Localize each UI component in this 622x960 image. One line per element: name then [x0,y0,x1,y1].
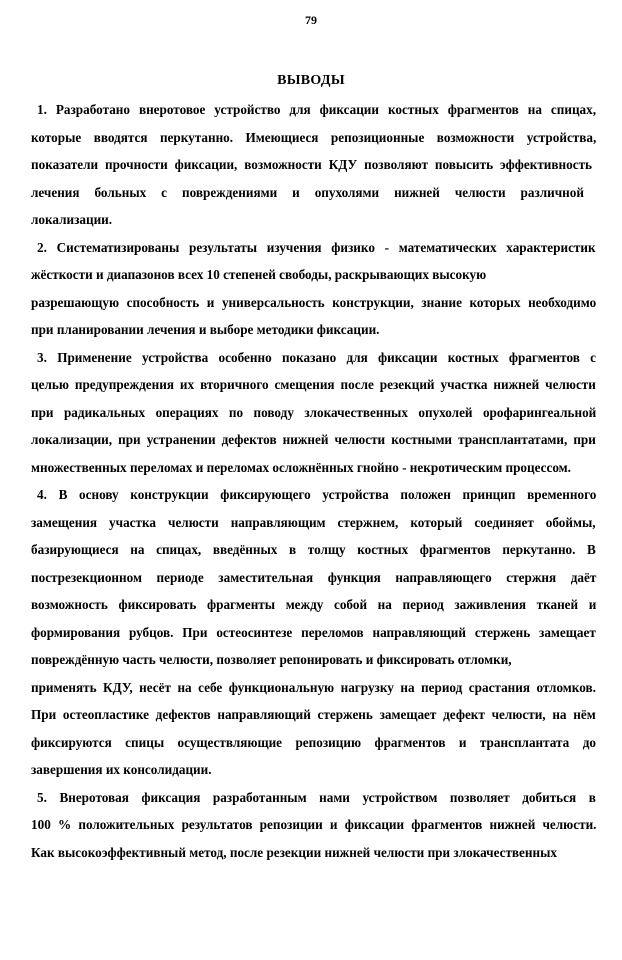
text-line: 3. Применение устройства особенно показано для фиксации костных фрагментов с [37,349,596,365]
text-line: замещения участка челюсти направляющим стержнем, который соединяет обоймы, [31,514,596,530]
text-line: целью предупреждения их вторичного смещения после резекций участка нижней челюсти [31,377,596,392]
text-line: при радикальных операциях по поводу злокачественных опухолей орофарингеальной [31,404,597,420]
document-body [31,96,596,866]
text-line: Как высокоэффективный метод, после резекции нижней челюсти при злокачественных [31,844,557,860]
text-line: повреждённую часть челюсти, позволяет репонировать и фиксировать отломки, [31,652,512,667]
paragraph-1 [31,96,596,234]
text-line: лечения больных с повреждениями и опухолями нижней челюсти различной [31,184,584,200]
paragraph-2 [31,234,596,344]
text-line: фиксируются спицы осуществляющие репозицию фрагментов и трансплантата до [31,734,596,750]
text-line: формирования рубцов. При остеосинтезе переломов направляющий стержень замещает [31,624,596,640]
text-line: пострезекционном периоде заместительная функция направляющего стержня даёт [31,569,597,585]
text-line: которые вводятся перкутанно. Имеющиеся репозиционные возможности устройства, [31,129,597,145]
text-line: возможность фиксировать фрагменты между собой на период заживления тканей и [31,597,597,612]
text-line: разрешающую способность и универсальность конструкции, знание которых необходимо [31,294,597,310]
text-line: 5. Внеротовая фиксация разработанным нами устройством позволяет добиться в [37,789,596,805]
text-line: 4. В основу конструкции фиксирующего устройства положен принцип временного [37,487,597,502]
text-line: базирующиеся на спицах, введённых в толщу костных фрагментов перкутанно. В [31,542,596,557]
paragraph-3 [31,344,596,482]
text-line: применять КДУ, несёт на себе функциональную нагрузку на период срастания отломков. [31,679,596,695]
text-line: завершения их консолидации. [31,762,212,777]
text-line: при планировании лечения и выборе методики фиксации. [31,322,380,337]
paragraph-4 [31,481,596,784]
text-line: локализации. [31,212,113,227]
section-heading: ВЫВОДЫ [277,73,345,88]
paragraph-5 [31,784,596,867]
text-line: множественных переломах и переломах осложнённых гнойно - некротическим процессом. [31,459,571,475]
text-line: 1. Разработано внеротовое устройство для фиксации костных фрагментов на спицах, [37,102,597,117]
text-line: При остеопластике дефектов направляющий стержень замещает дефект челюсти, на нём [31,707,596,722]
text-line: локализации, при устранении дефектов нижней челюсти костными трансплантатами, при [31,432,596,447]
text-line: 2. Систематизированы результаты изучения физико - математических характеристик [37,239,596,255]
text-line: 100 % положительных результатов репозиции и фиксации фрагментов нижней челюсти. [31,817,597,832]
page-number: 79 [305,13,317,27]
text-line: жёсткости и диапазонов всех 10 степеней свободы, раскрывающих высокую [31,267,487,282]
text-line: показатели прочности фиксации, возможности КДУ позволяют повысить эффективность [31,157,593,172]
